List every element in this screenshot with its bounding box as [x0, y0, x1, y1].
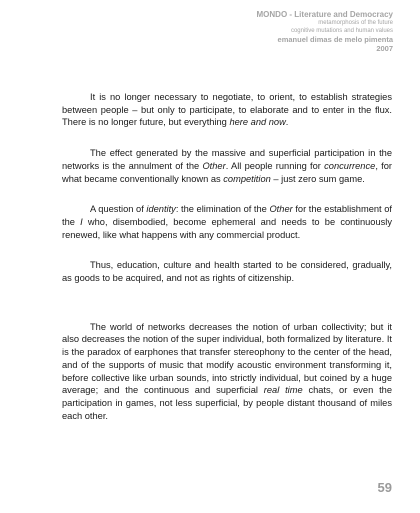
book-subtitle-line2: cognitive mutations and human values — [290, 27, 393, 34]
emphasis: identity — [146, 204, 176, 215]
emphasis: competition — [223, 173, 271, 184]
emphasis: Other — [269, 204, 293, 215]
author-name: emanuel dimas de melo pimenta — [277, 35, 393, 44]
publication-year: 2007 — [376, 44, 393, 54]
emphasis: here and now — [229, 117, 286, 128]
body-text — [62, 91, 392, 440]
page-number: 59 — [377, 480, 392, 495]
book-subtitle-line1: metamorphosis of the future — [318, 20, 393, 26]
emphasis: I — [80, 216, 83, 227]
emphasis: Other — [202, 160, 226, 171]
paragraph: The world of networks decreases the notion of urban collectivity; but it also decreases the notion of the super individual, both formalized by literature. It is the paradox of earphones that transfer stereophony to the center of the head, and of the supports of music that modify acoustic environment transforming it, before collective like urban sounds, into strictly individual, but coined by a huge average; and the continuous and superficial real time chats, or even the participation in games, not less superficial, by people distant thousand of miles each other. — [62, 321, 392, 421]
paragraph: It is no longer necessary to negotiate, to orient, to establish strategies between people – but only to participate, to elaborate and to enter in the flux. There is no longer future, but everything here and now. — [62, 92, 392, 128]
book-title: MONDO - Literature and Democracy — [256, 10, 393, 19]
running-header — [257, 10, 393, 54]
paragraph: Thus, education, culture and health started to be considered, gradually, as goods to be acquired, and not as rights of citizenship. — [62, 260, 392, 284]
paragraph: A question of identity: the elimination of the Other for the establishment of the I who, disembodied, become ephemeral and needs to be continuously renewed, like what happens with any commercial product. — [62, 204, 392, 240]
paragraph: The effect generated by the massive and superficial participation in the networks is the annulment of the Other. All people running for concurrence, for what became conventionally known as competition – just zero sum game. — [62, 148, 392, 184]
emphasis: real time — [263, 385, 303, 396]
emphasis: concurrence — [324, 160, 376, 171]
